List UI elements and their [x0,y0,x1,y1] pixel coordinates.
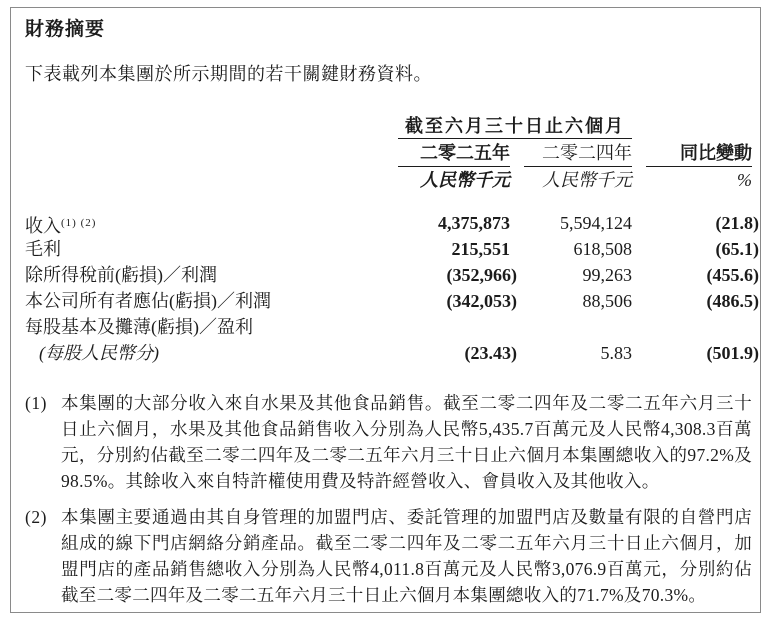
row-label-profit-before-tax: 除所得稅前(虧損)／利潤 [25,265,217,285]
period-header: 截至六月三十日止六個月 [398,115,632,139]
unit-change: % [737,170,752,190]
row-label-eps: 每股基本及攤薄(虧損)／盈利 [25,317,253,337]
footnote-1 [25,390,752,494]
value-2024: 5,594,124 [560,213,632,233]
table-body [25,210,759,366]
footnote-marker: (2) [25,507,47,527]
table-row [25,262,759,288]
footnote-text: 本集團主要通過由其自身管理的加盟門店、委託管理的加盟門店及數量有限的自營門店組成的線下門店網絡分銷產品。截至二零二四年及二零二五年六月三十日止六個月，加盟門店的產品銷售總收入分別為人民幣4,011.8百萬元及人民幣3,076.9百萬元，分別約佔截至二零二四年及二零二五年六月三十日止六個月本集團總收入的71.7%及70.3%。 [61,507,752,605]
table-units-row [25,167,752,192]
footnote-reference: (1) (2) [61,217,97,229]
value-2024: 88,506 [582,291,632,311]
footnote-marker: (1) [25,393,47,413]
value-2024: 99,263 [582,265,632,285]
column-header-change: 同比變動 [646,140,752,167]
table-row [25,210,759,236]
row-label-profit-attributable: 本公司所有者應佔(虧損)／利潤 [25,291,271,311]
value-2025: (342,053) [446,291,517,311]
unit-2024: 人民幣千元 [542,170,632,190]
financial-table [25,115,759,366]
value-change: (455.6) [706,265,759,285]
column-header-2025: 二零二五年 [398,140,510,167]
table-row [25,340,759,366]
section-title: 財務摘要 [25,19,106,40]
table-period-header-row [25,115,752,139]
value-change [646,314,752,340]
value-change: (21.8) [715,213,759,233]
row-label-eps-unit: (每股人民幣分) [39,343,159,363]
value-2025 [398,314,510,340]
row-label-text: 收入 [25,216,61,236]
value-2024: 5.83 [600,343,632,363]
unit-2025: 人民幣千元 [420,170,510,190]
financial-summary-panel [10,7,761,613]
table-column-header-row [25,139,752,167]
table-row [25,288,759,314]
row-label-revenue [25,210,384,236]
value-change: (486.5) [706,291,759,311]
table-row [25,236,759,262]
value-2024: 618,508 [573,239,632,259]
footnote-text: 本集團的大部分收入來自水果及其他食品銷售。截至二零二四年及二零二五年六月三十日止六個月，水果及其他食品銷售收入分別為人民幣5,435.7百萬元及人民幣4,308.3百萬元，分別約佔截至二零二四年及二零二五年六月三十日止六個月本集團總收入的97.2%及98.5%。其餘收入來自特許權使用費及特許經營收入、會員收入及其他收入。 [61,393,752,491]
footnote-2 [25,504,752,608]
value-2025: (352,966) [446,265,517,285]
value-2024 [524,314,632,340]
value-change: (501.9) [706,343,759,363]
footnotes-section [25,390,752,608]
value-2025: (23.43) [464,343,517,363]
value-2025: 4,375,873 [438,213,510,233]
row-label-gross-profit: 毛利 [25,239,61,259]
value-2025: 215,551 [451,239,510,259]
intro-text: 下表載列本集團於所示期間的若干關鍵財務資料。 [25,64,432,84]
table-row [25,314,752,340]
value-change: (65.1) [715,239,759,259]
column-header-2024: 二零二四年 [524,140,632,167]
